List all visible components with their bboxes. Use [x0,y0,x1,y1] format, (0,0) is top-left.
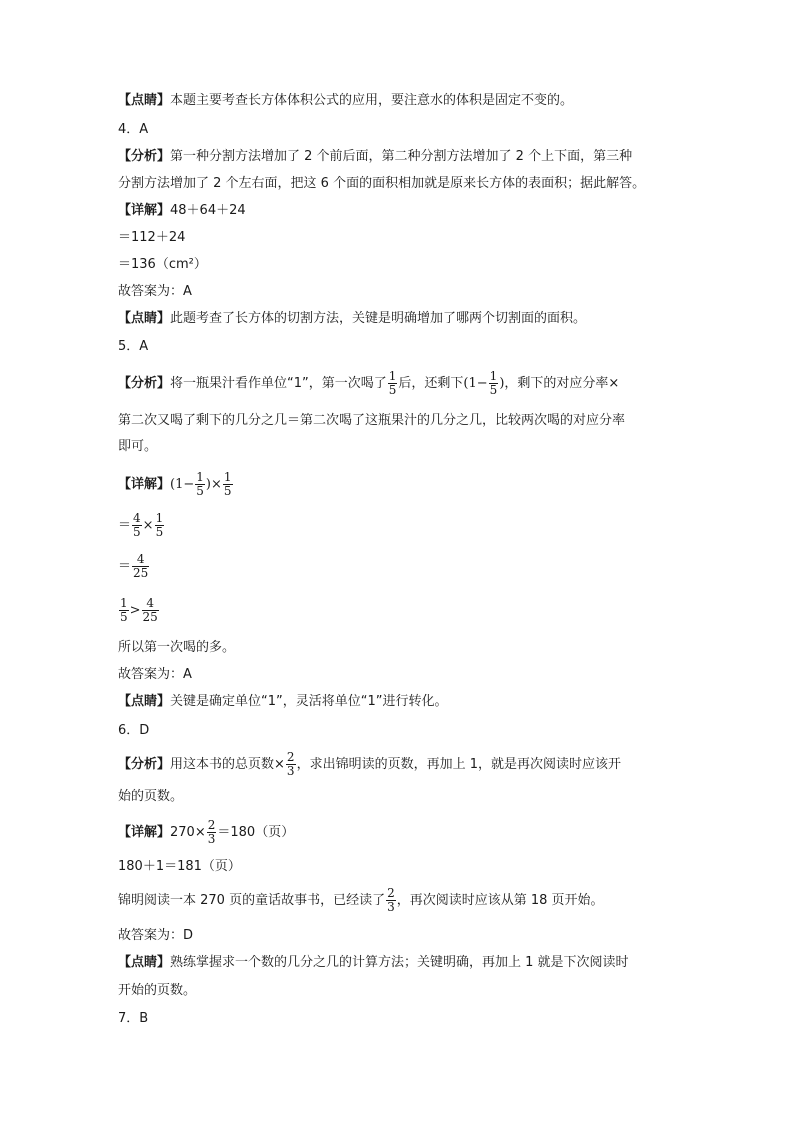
q4-note-tag: 【点睛】 [118,311,171,326]
q5-analysis-line-1: 【分析】将一瓶果汁看作单位“1”，第一次喝了 $\frac{1}{5}$ 后，还剩下(1− $\frac{1}{5}$ )，剩下的对应分率× [118,369,620,397]
q3-note-line [118,92,573,110]
q6-note-line-1 [118,954,629,972]
fraction-1-5: $\frac{1}{5}$ [155,511,164,539]
q4-detail-line-2: ＝112＋24 [118,230,186,245]
q6-note-tag: 【点睛】 [118,955,171,970]
q4-note-line [118,310,586,328]
q5-note-text: 关键是确定单位“1”，灵活将单位“1”进行转化。 [170,694,448,709]
q6-note-line-2: 开始的页数。 [118,983,197,998]
q5-analysis-tag: 【分析】 [118,376,171,391]
q6-sentence-line [118,886,604,916]
q6-analysis-line-2: 始的页数。 [118,789,184,804]
q6-sentence-b: ，再次阅读时应该从第 18 页开始。 [396,893,604,908]
q5-analysis-line-2: 第二次又喝了剩下的几分之几＝第二次喝了这瓶果汁的几分之几，比较两次喝的对应分率 [118,413,626,428]
q5-analysis-line-3: 即可。 [118,439,158,454]
fraction-4-25: $\frac{4}{25}$ [133,552,149,580]
q5-analysis-text-1b: 后，还剩下 [398,376,464,391]
q4-analysis-tag: 【分析】 [118,149,171,164]
q5-number: 5．A [118,339,149,354]
fraction-2-3: $\frac{2}{3}$ [207,818,216,846]
q5-conclusion: 所以第一次喝的多。 [118,640,236,655]
q6-analysis-tag: 【分析】 [118,757,171,772]
q5-note-tag: 【点睛】 [118,694,171,709]
q4-analysis-line-2: 分割方法增加了 2 个左右面，把这 6 个面的面积相加就是原来长方体的表面积；据此解答。 [118,176,646,191]
fraction-1-5: $\frac{1}{5}$ [196,470,204,498]
q4-detail-line-3: ＝136（cm²） [118,257,207,272]
q5-answer: 故答案为：A [118,667,192,682]
fraction-4-5: $\frac{4}{5}$ [133,511,141,539]
q5-analysis-text-1a: 将一瓶果汁看作单位“1”，第一次喝了 [170,376,387,391]
q6-note-text-1: 熟练掌握求一个数的几分之几的计算方法；关键明确，再加上 1 就是下次阅读时 [170,955,629,970]
q4-note-text: 此题考查了长方体的切割方法，关键是明确增加了哪两个切割面的面积。 [170,311,587,326]
fraction-1-5: $\frac{1}{5}$ [120,596,128,624]
q6-analysis-text-1a: 用这本书的总页数× [170,757,285,772]
q5-detail-line-3: ＝ $\frac{4}{25}$ [118,552,149,580]
q6-detail-tag: 【详解】 [118,825,171,840]
q6-number: 6．D [118,723,150,738]
fraction-1-5: $\frac{1}{5}$ [388,369,397,397]
q4-analysis-line-1 [118,148,632,166]
q4-analysis-text-1: 第一种分割方法增加了 2 个前后面，第二种分割方法增加了 2 个上下面，第三种 [170,149,633,164]
q6-analysis-text-1b: ，求出锦明读的页数，再加上 1，就是再次阅读时应该开 [296,757,621,772]
q7-number: 7．B [118,1011,149,1026]
fraction-4-25: $\frac{4}{25}$ [142,596,158,624]
q6-sentence-a: 锦明阅读一本 270 页的童话故事书，已经读了 [118,893,386,908]
q4-answer: 故答案为：A [118,284,192,299]
q3-note-tag: 【点睛】 [118,93,171,108]
q5-detail-tag: 【详解】 [118,477,171,492]
fraction-2-3: $\frac{2}{3}$ [387,886,395,914]
q6-detail-text-1a: 270× [170,825,206,840]
fraction-1-5: $\frac{1}{5}$ [223,470,232,498]
q4-detail-text-1: 48＋64＋24 [170,203,246,218]
q5-analysis-text-1c: ，剩下的对应分率× [504,376,620,391]
q6-detail-text-1b: ＝180（页） [217,825,295,840]
fraction-1-5: $\frac{1}{5}$ [489,369,498,397]
q6-detail-line-1 [118,818,294,848]
q6-answer: 故答案为：D [118,928,194,943]
q3-note-text: 本题主要考查长方体体积公式的应用，要注意水的体积是固定不变的。 [170,93,574,108]
q5-detail-line-1: 【详解】(1− $\frac{1}{5}$ )× $\frac{1}{5}$ [118,470,232,498]
q5-detail-line-2: ＝ $\frac{4}{5}$ × $\frac{1}{5}$ [118,511,164,539]
q5-detail-line-4: $\frac{1}{5}$ > $\frac{4}{25}$ [120,596,158,624]
q4-detail-tag: 【详解】 [118,203,171,218]
q4-detail-line-1 [118,202,246,220]
q5-note-line [118,693,448,711]
q4-number: 4．A [118,122,149,137]
q6-detail-line-2: 180＋1＝181（页） [118,859,241,874]
fraction-2-3: $\frac{2}{3}$ [286,750,295,778]
q6-analysis-line-1 [118,750,621,780]
